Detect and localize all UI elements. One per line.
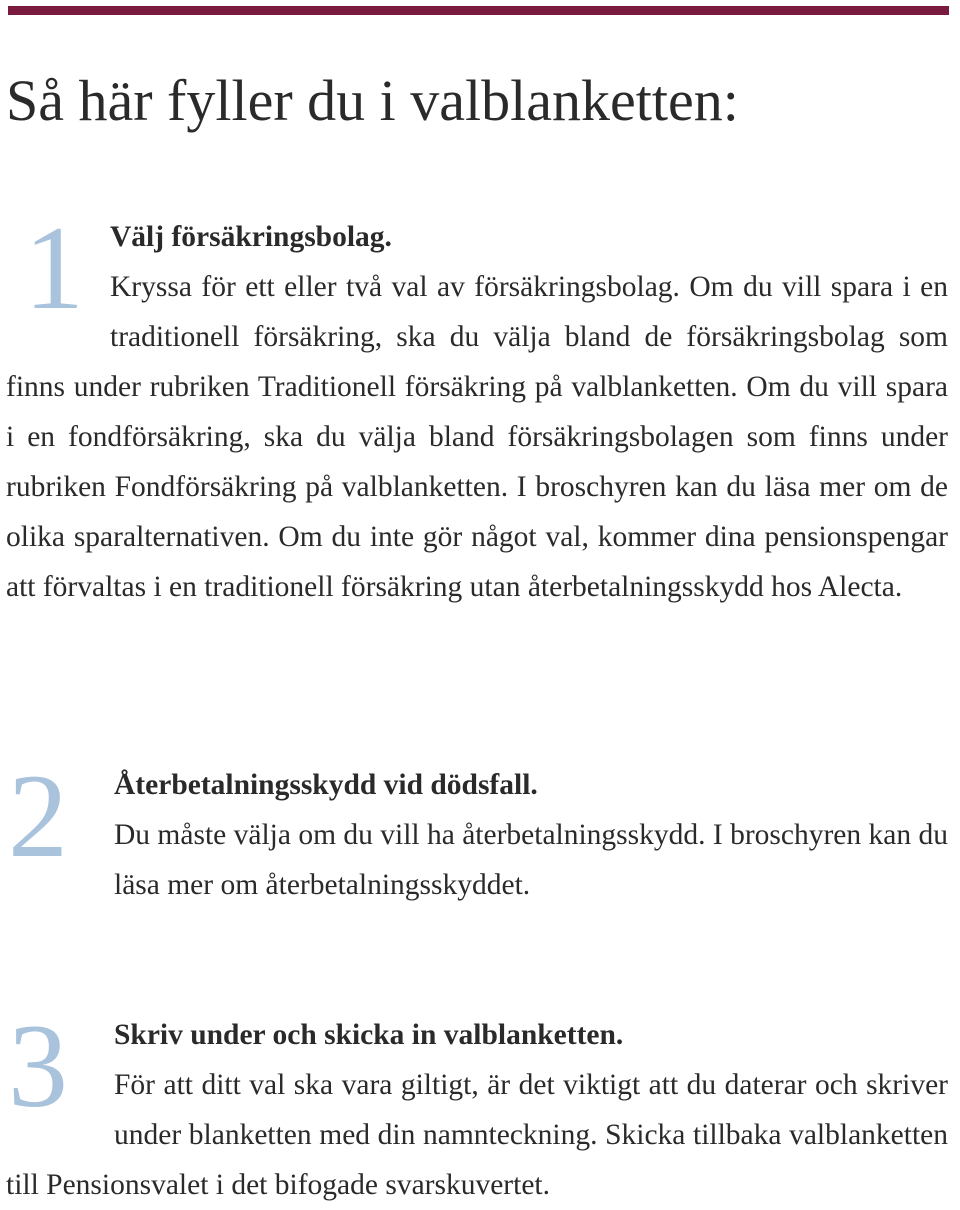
step-body: Kryssa för ett eller två val av försäkringsbolag. Om du vill spara i en traditionell försäkring, ska du välja bland de försäkringsbolag som finns under rubriken Traditionell försäkring på valblanketten. Om du vill spara i en fondförsäkring, ska du välja bland försäkringsbolagen som finns under rubriken Fondförsäkring på valblanketten. I broschyren kan du läsa mer om de olika sparalternativen. Om du inte gör något val, kommer dina pensionspengar att förvaltas i en traditionell försäkring utan återbetalningsskydd hos Alecta.: [6, 271, 948, 603]
page-title: Så här fyller du i valblanketten:: [6, 68, 739, 133]
step-body: Du måste välja om du vill ha återbetalningsskydd. I broschyren kan du läsa mer om återbetalningsskyddet.: [114, 819, 948, 901]
step-1: [6, 201, 948, 612]
step-heading: Skriv under och skicka in valblanketten.: [114, 1019, 624, 1051]
step-heading: Välj försäkringsbolag.: [110, 221, 392, 253]
step-number: 1: [24, 201, 84, 334]
step-2: [6, 749, 948, 910]
step-heading: Återbetalningsskydd vid dödsfall.: [114, 769, 538, 801]
step-3: [6, 999, 948, 1210]
step-body: För att ditt val ska vara giltigt, är det viktigt att du daterar och skriver under blanketten med din namnteckning. Skicka tillbaka valblanketten till Pensionsvalet i det bifogade svarskuvertet.: [6, 1069, 948, 1201]
step-number: 3: [8, 999, 68, 1132]
step-number: 2: [8, 749, 68, 882]
top-rule: [8, 6, 949, 15]
